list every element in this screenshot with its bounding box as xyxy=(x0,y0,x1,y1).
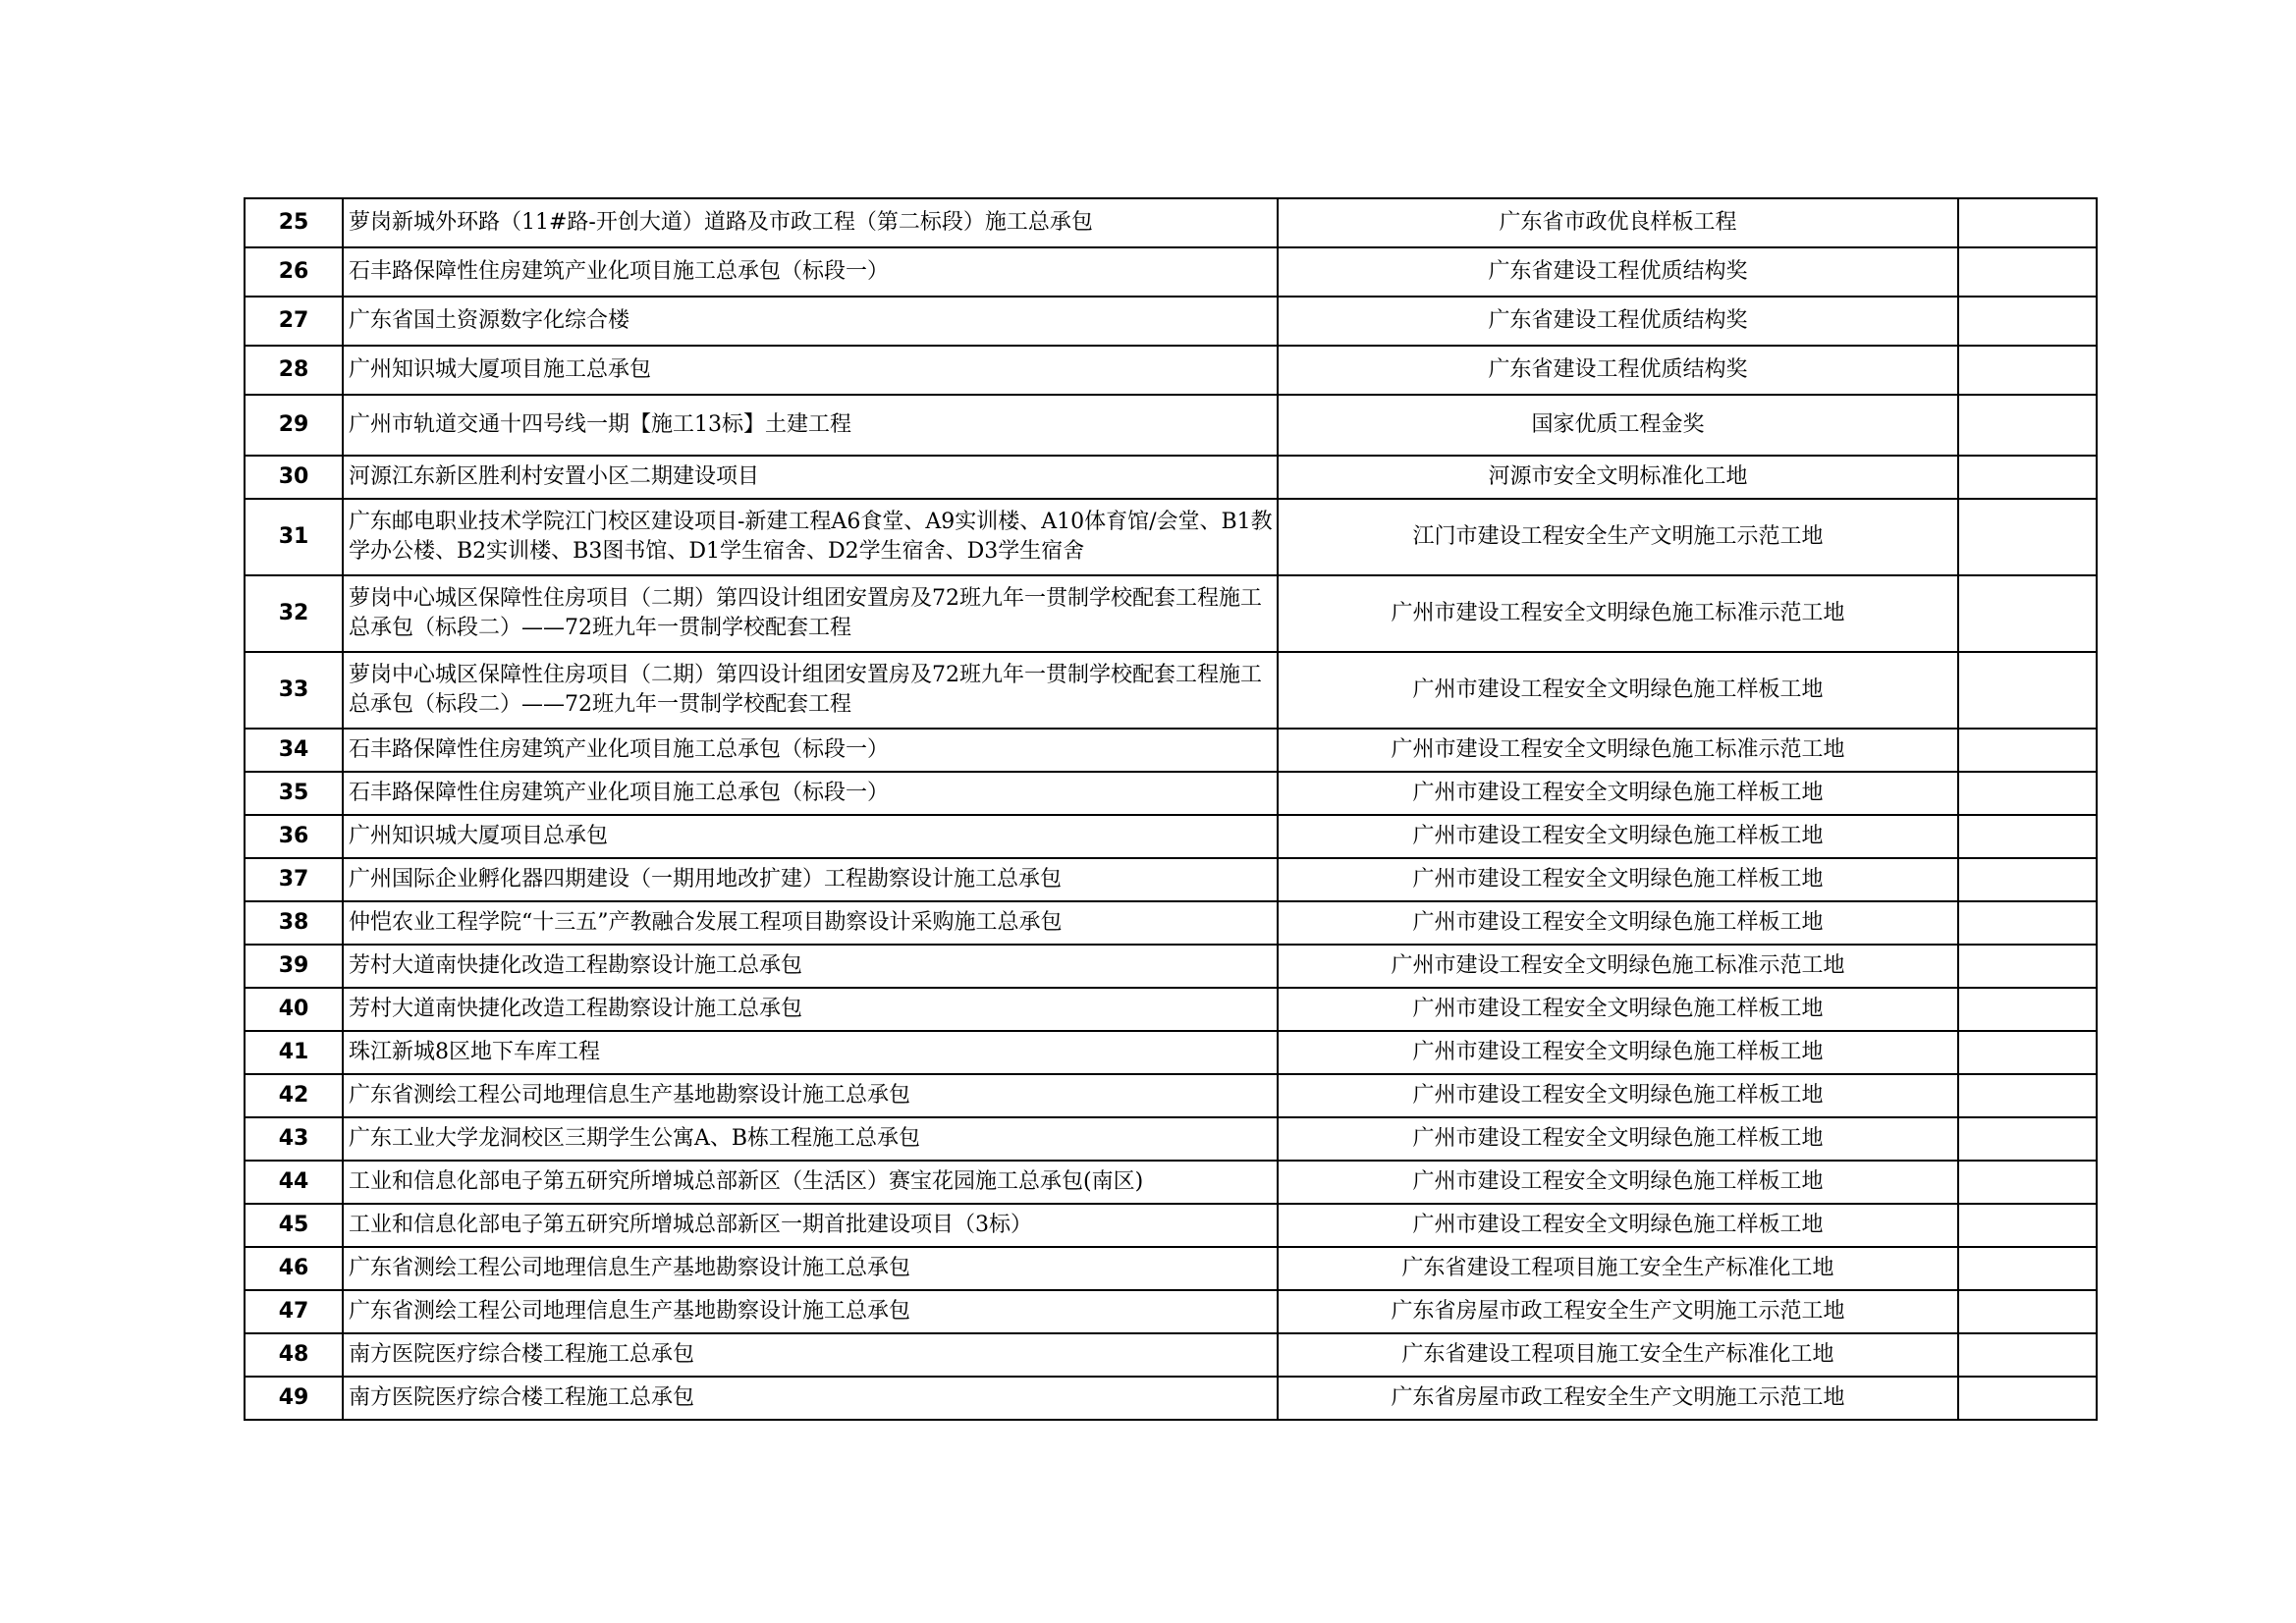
project-name: 工业和信息化部电子第五研究所增城总部新区一期首批建设项目（3标） xyxy=(343,1204,1278,1247)
table-row xyxy=(245,198,2097,247)
remark-cell xyxy=(1958,858,2097,901)
table-row xyxy=(245,395,2097,456)
table-row xyxy=(245,988,2097,1031)
remark-cell xyxy=(1958,1333,2097,1377)
project-name: 南方医院医疗综合楼工程施工总承包 xyxy=(343,1377,1278,1420)
remark-cell xyxy=(1958,1074,2097,1117)
remark-cell xyxy=(1958,395,2097,456)
row-number: 33 xyxy=(245,652,343,729)
project-name: 广州市轨道交通十四号线一期【施工13标】土建工程 xyxy=(343,395,1278,456)
project-name: 广州知识城大厦项目总承包 xyxy=(343,815,1278,858)
table-row xyxy=(245,297,2097,346)
table-row xyxy=(245,1247,2097,1290)
row-number: 49 xyxy=(245,1377,343,1420)
row-number: 26 xyxy=(245,247,343,297)
row-number: 34 xyxy=(245,729,343,772)
remark-cell xyxy=(1958,198,2097,247)
row-number: 27 xyxy=(245,297,343,346)
remark-cell xyxy=(1958,1247,2097,1290)
remark-cell xyxy=(1958,901,2097,945)
award-name: 广州市建设工程安全文明绿色施工样板工地 xyxy=(1278,1117,1958,1161)
row-number: 37 xyxy=(245,858,343,901)
project-name: 萝岗中心城区保障性住房项目（二期）第四设计组团安置房及72班九年一贯制学校配套工程施工总承包（标段二）——72班九年一贯制学校配套工程 xyxy=(343,575,1278,652)
table-row xyxy=(245,575,2097,652)
awards-table xyxy=(244,197,2098,1421)
remark-cell xyxy=(1958,652,2097,729)
row-number: 47 xyxy=(245,1290,343,1333)
project-name: 萝岗中心城区保障性住房项目（二期）第四设计组团安置房及72班九年一贯制学校配套工程施工总承包（标段二）——72班九年一贯制学校配套工程 xyxy=(343,652,1278,729)
award-name: 广州市建设工程安全文明绿色施工标准示范工地 xyxy=(1278,945,1958,988)
award-name: 广东省建设工程优质结构奖 xyxy=(1278,346,1958,395)
remark-cell xyxy=(1958,1031,2097,1074)
remark-cell xyxy=(1958,988,2097,1031)
row-number: 29 xyxy=(245,395,343,456)
award-name: 广州市建设工程安全文明绿色施工标准示范工地 xyxy=(1278,575,1958,652)
award-name: 广州市建设工程安全文明绿色施工样板工地 xyxy=(1278,1031,1958,1074)
awards-table-body xyxy=(245,198,2097,1420)
award-name: 江门市建设工程安全生产文明施工示范工地 xyxy=(1278,499,1958,575)
project-name: 广东省测绘工程公司地理信息生产基地勘察设计施工总承包 xyxy=(343,1074,1278,1117)
project-name: 广东工业大学龙洞校区三期学生公寓A、B栋工程施工总承包 xyxy=(343,1117,1278,1161)
row-number: 44 xyxy=(245,1161,343,1204)
project-name: 广东省测绘工程公司地理信息生产基地勘察设计施工总承包 xyxy=(343,1247,1278,1290)
table-row xyxy=(245,945,2097,988)
remark-cell xyxy=(1958,346,2097,395)
row-number: 31 xyxy=(245,499,343,575)
project-name: 广东省测绘工程公司地理信息生产基地勘察设计施工总承包 xyxy=(343,1290,1278,1333)
project-name: 仲恺农业工程学院“十三五”产教融合发展工程项目勘察设计采购施工总承包 xyxy=(343,901,1278,945)
remark-cell xyxy=(1958,945,2097,988)
row-number: 28 xyxy=(245,346,343,395)
award-name: 广东省房屋市政工程安全生产文明施工示范工地 xyxy=(1278,1290,1958,1333)
award-name: 广州市建设工程安全文明绿色施工样板工地 xyxy=(1278,815,1958,858)
award-name: 广东省建设工程优质结构奖 xyxy=(1278,297,1958,346)
award-name: 广东省建设工程优质结构奖 xyxy=(1278,247,1958,297)
row-number: 25 xyxy=(245,198,343,247)
table-row xyxy=(245,247,2097,297)
remark-cell xyxy=(1958,247,2097,297)
row-number: 40 xyxy=(245,988,343,1031)
remark-cell xyxy=(1958,1290,2097,1333)
table-row xyxy=(245,1031,2097,1074)
table-row xyxy=(245,456,2097,499)
table-row xyxy=(245,772,2097,815)
remark-cell xyxy=(1958,729,2097,772)
project-name: 石丰路保障性住房建筑产业化项目施工总承包（标段一） xyxy=(343,247,1278,297)
table-row xyxy=(245,1290,2097,1333)
table-row xyxy=(245,1161,2097,1204)
project-name: 河源江东新区胜利村安置小区二期建设项目 xyxy=(343,456,1278,499)
table-row xyxy=(245,346,2097,395)
remark-cell xyxy=(1958,1204,2097,1247)
award-name: 广东省房屋市政工程安全生产文明施工示范工地 xyxy=(1278,1377,1958,1420)
project-name: 广州国际企业孵化器四期建设（一期用地改扩建）工程勘察设计施工总承包 xyxy=(343,858,1278,901)
project-name: 广州知识城大厦项目施工总承包 xyxy=(343,346,1278,395)
row-number: 42 xyxy=(245,1074,343,1117)
project-name: 广东邮电职业技术学院江门校区建设项目-新建工程A6食堂、A9实训楼、A10体育馆/会堂、B1教学办公楼、B2实训楼、B3图书馆、D1学生宿舍、D2学生宿舍、D3学生宿舍 xyxy=(343,499,1278,575)
table-row xyxy=(245,858,2097,901)
table-row xyxy=(245,1074,2097,1117)
remark-cell xyxy=(1958,772,2097,815)
award-name: 河源市安全文明标准化工地 xyxy=(1278,456,1958,499)
project-name: 芳村大道南快捷化改造工程勘察设计施工总承包 xyxy=(343,988,1278,1031)
row-number: 45 xyxy=(245,1204,343,1247)
remark-cell xyxy=(1958,575,2097,652)
award-name: 广州市建设工程安全文明绿色施工样板工地 xyxy=(1278,1204,1958,1247)
table-row xyxy=(245,652,2097,729)
award-name: 广州市建设工程安全文明绿色施工样板工地 xyxy=(1278,1074,1958,1117)
remark-cell xyxy=(1958,1117,2097,1161)
award-name: 广州市建设工程安全文明绿色施工样板工地 xyxy=(1278,988,1958,1031)
remark-cell xyxy=(1958,1161,2097,1204)
row-number: 41 xyxy=(245,1031,343,1074)
row-number: 38 xyxy=(245,901,343,945)
row-number: 39 xyxy=(245,945,343,988)
project-name: 广东省国土资源数字化综合楼 xyxy=(343,297,1278,346)
row-number: 30 xyxy=(245,456,343,499)
table-row xyxy=(245,1204,2097,1247)
award-name: 广州市建设工程安全文明绿色施工样板工地 xyxy=(1278,652,1958,729)
award-name: 广东省建设工程项目施工安全生产标准化工地 xyxy=(1278,1333,1958,1377)
award-name: 广东省市政优良样板工程 xyxy=(1278,198,1958,247)
table-row xyxy=(245,499,2097,575)
project-name: 石丰路保障性住房建筑产业化项目施工总承包（标段一） xyxy=(343,729,1278,772)
table-row xyxy=(245,1333,2097,1377)
project-name: 工业和信息化部电子第五研究所增城总部新区（生活区）赛宝花园施工总承包(南区) xyxy=(343,1161,1278,1204)
award-name: 国家优质工程金奖 xyxy=(1278,395,1958,456)
row-number: 48 xyxy=(245,1333,343,1377)
remark-cell xyxy=(1958,297,2097,346)
row-number: 43 xyxy=(245,1117,343,1161)
award-name: 广州市建设工程安全文明绿色施工样板工地 xyxy=(1278,858,1958,901)
table-row xyxy=(245,1117,2097,1161)
remark-cell xyxy=(1958,815,2097,858)
remark-cell xyxy=(1958,499,2097,575)
award-name: 广州市建设工程安全文明绿色施工标准示范工地 xyxy=(1278,729,1958,772)
table-row xyxy=(245,1377,2097,1420)
remark-cell xyxy=(1958,456,2097,499)
table-row xyxy=(245,729,2097,772)
project-name: 萝岗新城外环路（11#路-开创大道）道路及市政工程（第二标段）施工总承包 xyxy=(343,198,1278,247)
project-name: 南方医院医疗综合楼工程施工总承包 xyxy=(343,1333,1278,1377)
table-row xyxy=(245,901,2097,945)
row-number: 35 xyxy=(245,772,343,815)
project-name: 芳村大道南快捷化改造工程勘察设计施工总承包 xyxy=(343,945,1278,988)
row-number: 46 xyxy=(245,1247,343,1290)
remark-cell xyxy=(1958,1377,2097,1420)
award-name: 广州市建设工程安全文明绿色施工样板工地 xyxy=(1278,1161,1958,1204)
table-row xyxy=(245,815,2097,858)
award-name: 广州市建设工程安全文明绿色施工样板工地 xyxy=(1278,772,1958,815)
row-number: 36 xyxy=(245,815,343,858)
project-name: 石丰路保障性住房建筑产业化项目施工总承包（标段一） xyxy=(343,772,1278,815)
award-name: 广东省建设工程项目施工安全生产标准化工地 xyxy=(1278,1247,1958,1290)
project-name: 珠江新城8区地下车库工程 xyxy=(343,1031,1278,1074)
award-name: 广州市建设工程安全文明绿色施工样板工地 xyxy=(1278,901,1958,945)
row-number: 32 xyxy=(245,575,343,652)
